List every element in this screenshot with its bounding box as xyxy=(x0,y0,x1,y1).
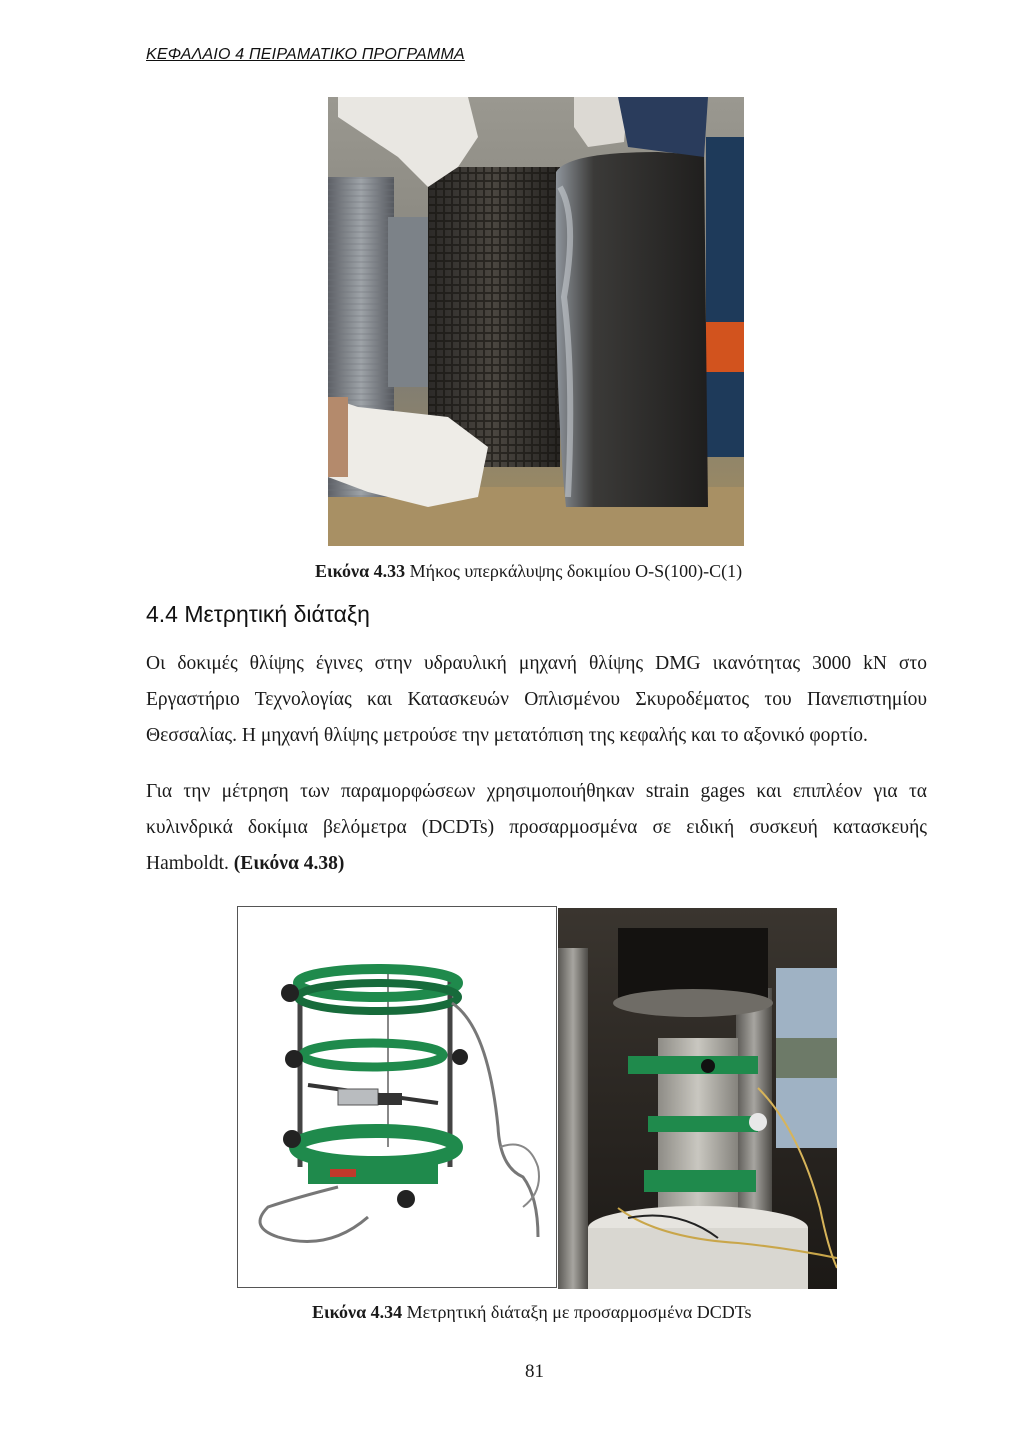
test-setup-photo xyxy=(558,908,837,1289)
figure-reference: (Εικόνα 4.38) xyxy=(233,853,345,874)
figure-caption-text-top: Μήκος υπερκάλυψης δοκιμίου O-S(100)-C(1) xyxy=(405,561,743,581)
paragraph-1: Οι δοκιμές θλίψης έγινες στην υδραυλική μηχανή θλίψης DMG ικανότητας 3000 kN στο Εργαστήριο Τεχνολογίας και Κατασκευών Οπλισμένου Σκυροδέματος του Πανεπιστημίου Θεσσαλίας. Η μηχανή θλίψης μετρούσε την μετατόπιση της κεφαλής και το αξονικό φορτίο. xyxy=(146,653,927,746)
section-title: 4.4 Μετρητική διάταξη xyxy=(146,601,370,627)
figure-label-top: Εικόνα 4.33 xyxy=(315,561,406,581)
running-header: ΚΕΦΑΛΑΙΟ 4 ΠΕΙΡΑΜΑΤΙΚΟ ΠΡΟΓΡΑΜΜΑ xyxy=(146,46,465,63)
figure-label-bottom: Εικόνα 4.34 xyxy=(312,1302,403,1322)
specimen-overlap-photo xyxy=(328,97,744,546)
paragraph-2-text: Για την μέτρηση των παραμορφώσεων χρησιμοποιήθηκαν strain gages και επιπλέον για τα κυλινδρικά δοκίμια βελόμετρα (DCDTs) προσαρμοσμένα σε ειδική συσκευή κατασκευής Hamboldt. xyxy=(146,781,927,874)
paragraph-2 xyxy=(146,774,927,882)
figure-caption-text-bottom: Μετρητική διάταξη με προσαρμοσμένα DCDTs xyxy=(402,1302,752,1322)
compressometer-photo xyxy=(237,906,557,1288)
page-number: 81 xyxy=(525,1361,544,1382)
figure-caption-top xyxy=(315,561,742,582)
figure-caption-bottom xyxy=(312,1302,752,1323)
